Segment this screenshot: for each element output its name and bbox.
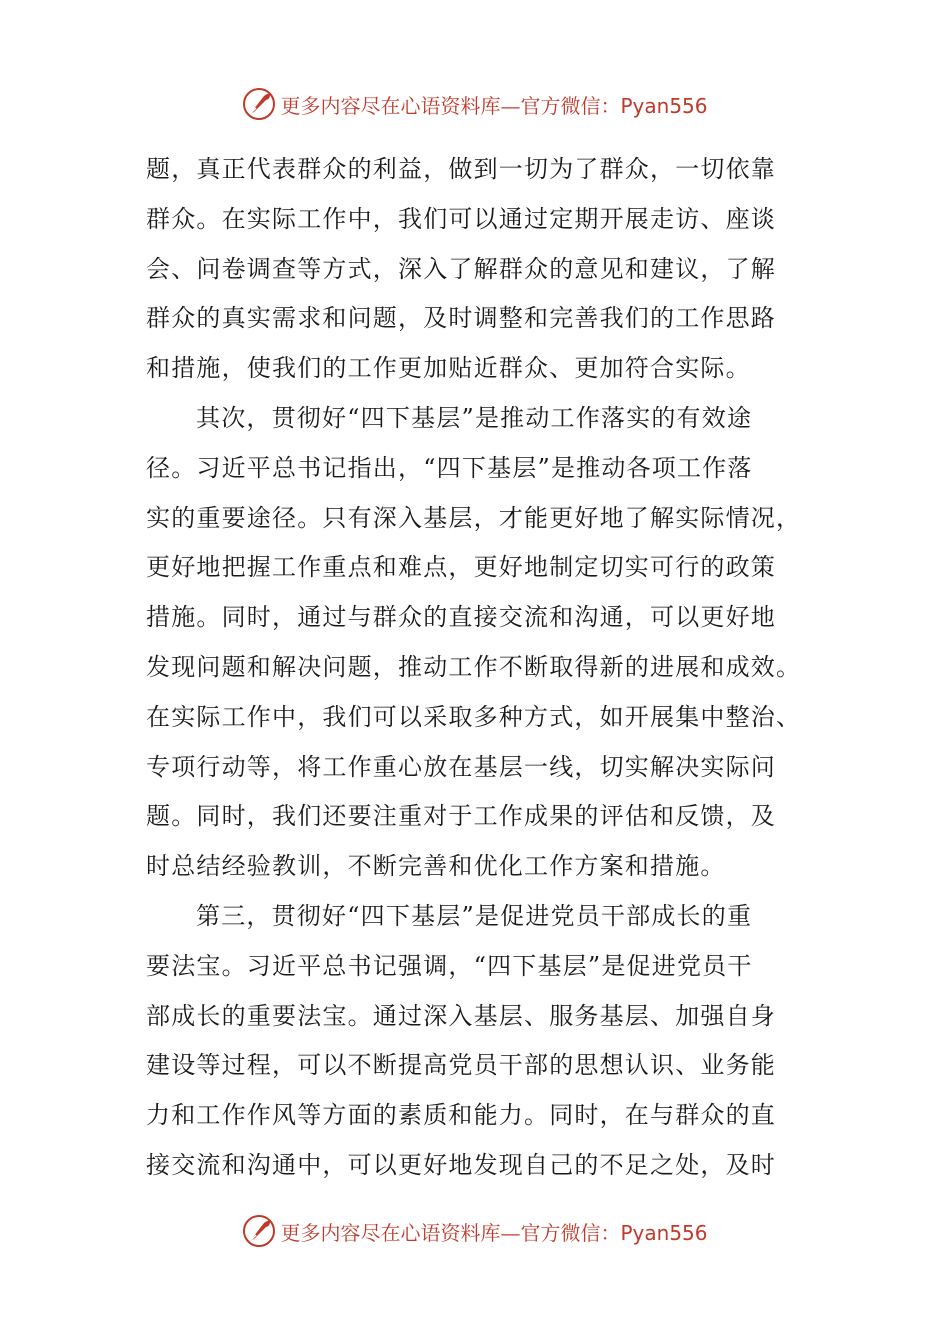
text-line: 力和工作作风等方面的素质和能力。同时，在与群众的直 [146,1101,776,1130]
text-line: 群众。在实际工作中，我们可以通过定期开展走访、座谈 [146,204,776,233]
text-line: 要法宝。习近平总书记强调，“四下基层”是促进党员干 [146,951,753,980]
text-line: 其次，贯彻好“四下基层”是推动工作落实的有效途 [196,403,753,432]
text-line: 和措施，使我们的工作更加贴近群众、更加符合实际。 [146,354,751,383]
text-line: 措施。同时，通过与群众的直接交流和沟通，可以更好地 [146,603,776,632]
text-line: 第三，贯彻好“四下基层”是促进党员干部成长的重 [196,901,753,930]
banner-text: 更多内容尽在心语资料库—官方微信： [280,1220,621,1245]
text-line: 题。同时，我们还要注重对于工作成果的评估和反馈，及 [146,802,776,831]
text-line: 发现问题和解决问题，推动工作不断取得新的进展和成效。 [146,652,802,681]
text-line: 更好地把握工作重点和难点，更好地制定切实可行的政策 [146,553,776,582]
text-line: 径。习近平总书记指出，“四下基层”是推动各项工作落 [146,453,753,482]
banner-text: 更多内容尽在心语资料库—官方微信： [280,93,621,118]
text-line: 实的重要途径。只有深入基层，才能更好地了解实际情况， [146,503,802,532]
banner-handle: Pyan556 [620,93,708,118]
text-line: 建设等过程，可以不断提高党员干部的思想认识、业务能 [146,1051,776,1080]
footer-watermark-banner [0,1211,950,1251]
header-watermark-banner [0,84,950,124]
text-line: 在实际工作中，我们可以采取多种方式，如开展集中整治、 [146,702,802,731]
quill-logo-icon [242,1214,276,1248]
banner-handle: Pyan556 [620,1220,708,1245]
text-line: 接交流和沟通中，可以更好地发现自己的不足之处，及时 [146,1150,776,1179]
text-line: 时总结经验教训，不断完善和优化工作方案和措施。 [146,852,726,881]
quill-logo-icon [242,87,276,121]
text-line: 群众的真实需求和问题，及时调整和完善我们的工作思路 [146,304,776,333]
text-line: 会、问卷调查等方式，深入了解群众的意见和建议，了解 [146,254,776,283]
text-line: 专项行动等，将工作重心放在基层一线，切实解决实际问 [146,752,776,781]
document-body [146,145,806,1191]
text-line: 部成长的重要法宝。通过深入基层、服务基层、加强自身 [146,1001,776,1030]
text-line: 题，真正代表群众的利益，做到一切为了群众，一切依靠 [146,155,776,183]
